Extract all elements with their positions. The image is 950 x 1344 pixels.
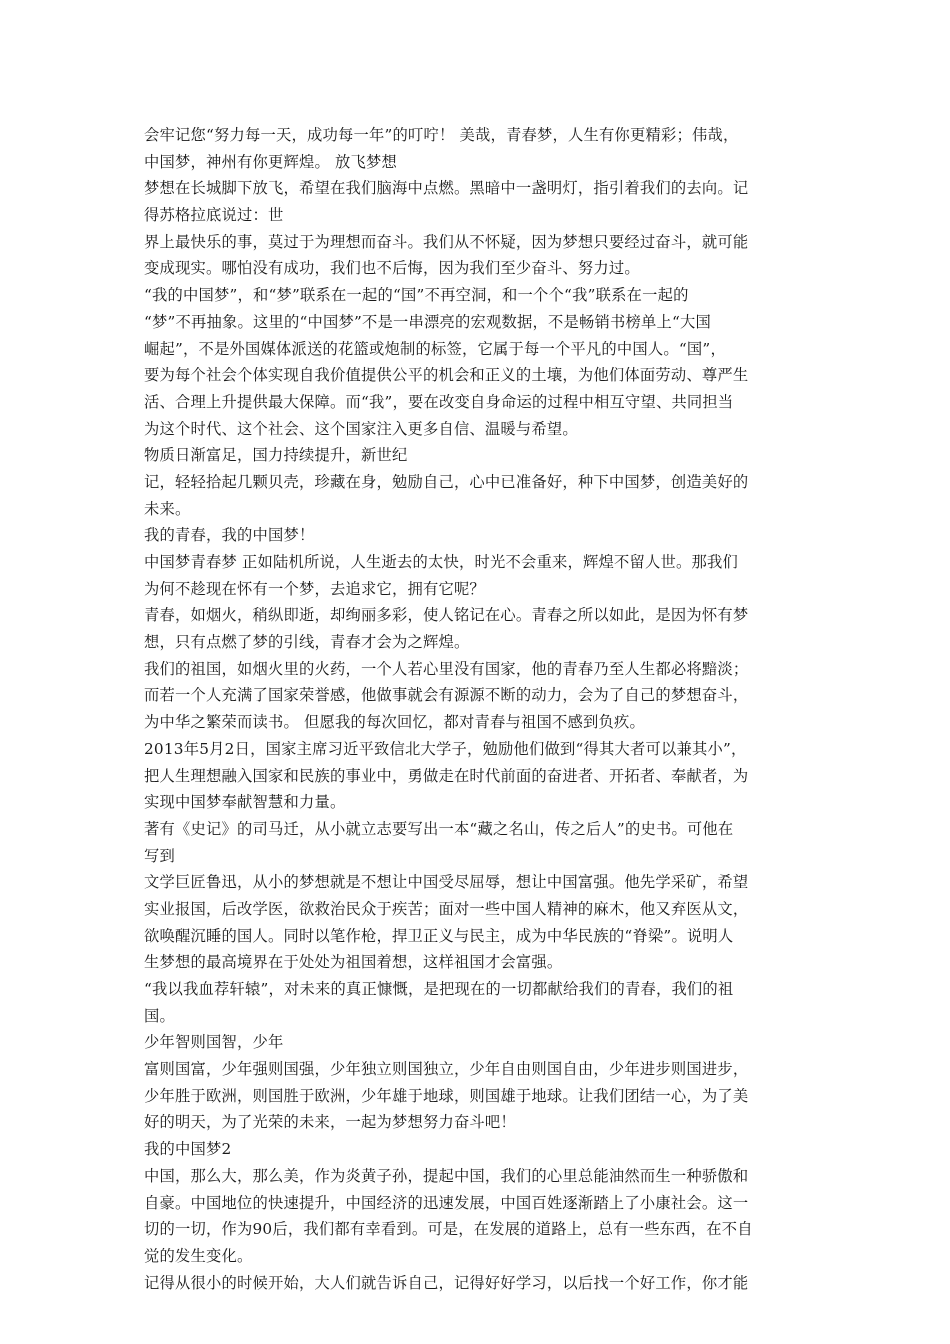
text-line: “我以我血荐轩辕”，对未来的真正慷慨，是把现在的一切都献给我们的青春，我们的祖 [144, 980, 734, 998]
text-line: 文学巨匠鲁迅，从小的梦想就是不想让中国受尽屈辱，想让中国富强。他先学采矿，希望 [144, 873, 749, 892]
text-line: 实业报国，后改学医，欲救治民众于疾苦；面对一些中国人精神的麻木，他又弃医从文， [144, 899, 749, 918]
text-line: 我的中国梦2 [144, 1140, 232, 1159]
text-line: 为中华之繁荣而读书。 但愿我的每次回忆，都对青春与祖国不感到负疚。 [144, 713, 645, 732]
text-line: 自豪。中国地位的快速提升，中国经济的迅速发展，中国百姓逐渐踏上了小康社会。这一 [144, 1193, 749, 1212]
text-line: 2013年5月2日，国家主席习近平致信北大学子，勉励他们做到“得其大者可以兼其小”， [144, 739, 747, 758]
text-line: 生梦想的最高境界在于处处为祖国着想，这样祖国才会富强。 [144, 953, 563, 972]
text-line: 活、合理上升提供最大保障。而“我”，要在改变自身命运的过程中相互守望、共同担当 [144, 392, 734, 411]
document-body [144, 122, 812, 1296]
text-line: 我的青春，我的中国梦！ [144, 526, 315, 545]
text-line: 少年智则国智，少年 [144, 1033, 284, 1052]
text-line: 得苏格拉底说过：世 [144, 206, 284, 225]
text-line: 要为每个社会个体实现自我价值提供公平的机会和正义的土壤，为他们体面劳动、尊严生 [144, 366, 749, 385]
text-line: 实现中国梦奉献智慧和力量。 [144, 793, 346, 812]
text-line: 切的一切，作为90后，我们都有幸看到。可是，在发展的道路上，总有一些东西，在不自 [144, 1220, 753, 1239]
text-line: 会牢记您“努力每一天，成功每一年”的叮咛！ 美哉，青春梦，人生有你更精彩；伟哉， [144, 126, 739, 144]
text-line: 变成现实。哪怕没有成功，我们也不后悔，因为我们至少奋斗、努力过。 [144, 259, 640, 278]
text-line: 未来。 [144, 499, 191, 518]
text-line: 中国梦，神州有你更辉煌。 放飞梦想 [144, 152, 398, 171]
text-line: 写到 [144, 846, 175, 865]
text-line: 我们的祖国，如烟火里的火药，一个人若心里没有国家，他的青春乃至人生都必将黯淡； [144, 659, 749, 678]
text-line: 为何不趁现在怀有一个梦，去追求它，拥有它呢？ [144, 579, 485, 598]
text-line: 欲唤醒沉睡的国人。同时以笔作枪，捍卫正义与民主，成为中华民族的“脊梁”。说明人 [144, 926, 734, 945]
text-line: 崛起”，不是外国媒体派送的花篮或炮制的标签，它属于每一个平凡的中国人。“国”， [144, 339, 726, 358]
text-line: 想，只有点燃了梦的引线，青春才会为之辉煌。 [144, 633, 470, 652]
text-line: 梦想在长城脚下放飞，希望在我们脑海中点燃。黑暗中一盏明灯，指引着我们的去向。记 [144, 179, 749, 198]
text-line: 好的明天，为了光荣的未来，一起为梦想努力奋斗吧！ [144, 1113, 516, 1132]
text-line: 少年胜于欧洲，则国胜于欧洲，少年雄于地球，则国雄于地球。让我们团结一心，为了美 [144, 1086, 749, 1105]
text-line: 富则国富，少年强则国强，少年独立则国独立，少年自由则国自由，少年进步则国进步， [144, 1060, 749, 1079]
text-line: “我的中国梦”，和“梦”联系在一起的“国”不再空洞，和一个个“我”联系在一起的 [144, 286, 689, 305]
text-line: “梦”不再抽象。这里的“中国梦”不是一串漂亮的宏观数据，不是畅销书榜单上“大国 [144, 312, 711, 331]
text-line: 中国梦青春梦 正如陆机所说，人生逝去的太快，时光不会重来，辉煌不留人世。那我们 [144, 553, 738, 571]
text-line: 觉的发生变化。 [144, 1246, 253, 1265]
text-line: 著有《史记》的司马迁，从小就立志要写出一本“藏之名山，传之后人”的史书。可他在 [144, 819, 734, 838]
text-line: 中国，那么大，那么美，作为炎黄子孙，提起中国，我们的心里总能油然而生一种骄傲和 [144, 1166, 749, 1185]
text-line: 国。 [144, 1006, 175, 1025]
text-line: 青春，如烟火，稍纵即逝，却绚丽多彩，使人铭记在心。青春之所以如此，是因为怀有梦 [144, 606, 749, 625]
text-line: 记得从很小的时候开始，大人们就告诉自己，记得好好学习，以后找一个好工作，你才能 [144, 1273, 749, 1292]
text-line: 为这个时代、这个社会、这个国家注入更多自信、温暖与希望。 [144, 419, 578, 438]
text-line: 物质日渐富足，国力持续提升，新世纪 [144, 446, 408, 465]
text-line: 记，轻轻拾起几颗贝壳，珍藏在身，勉励自己，心中已准备好，种下中国梦，创造美好的 [144, 472, 749, 491]
text-line: 把人生理想融入国家和民族的事业中，勇做走在时代前面的奋进者、开拓者、奉献者，为 [144, 766, 749, 785]
text-line: 而若一个人充满了国家荣誉感，他做事就会有源源不断的动力，会为了自己的梦想奋斗， [144, 686, 749, 705]
text-line: 界上最快乐的事，莫过于为理想而奋斗。我们从不怀疑，因为梦想只要经过奋斗，就可能 [144, 232, 749, 251]
